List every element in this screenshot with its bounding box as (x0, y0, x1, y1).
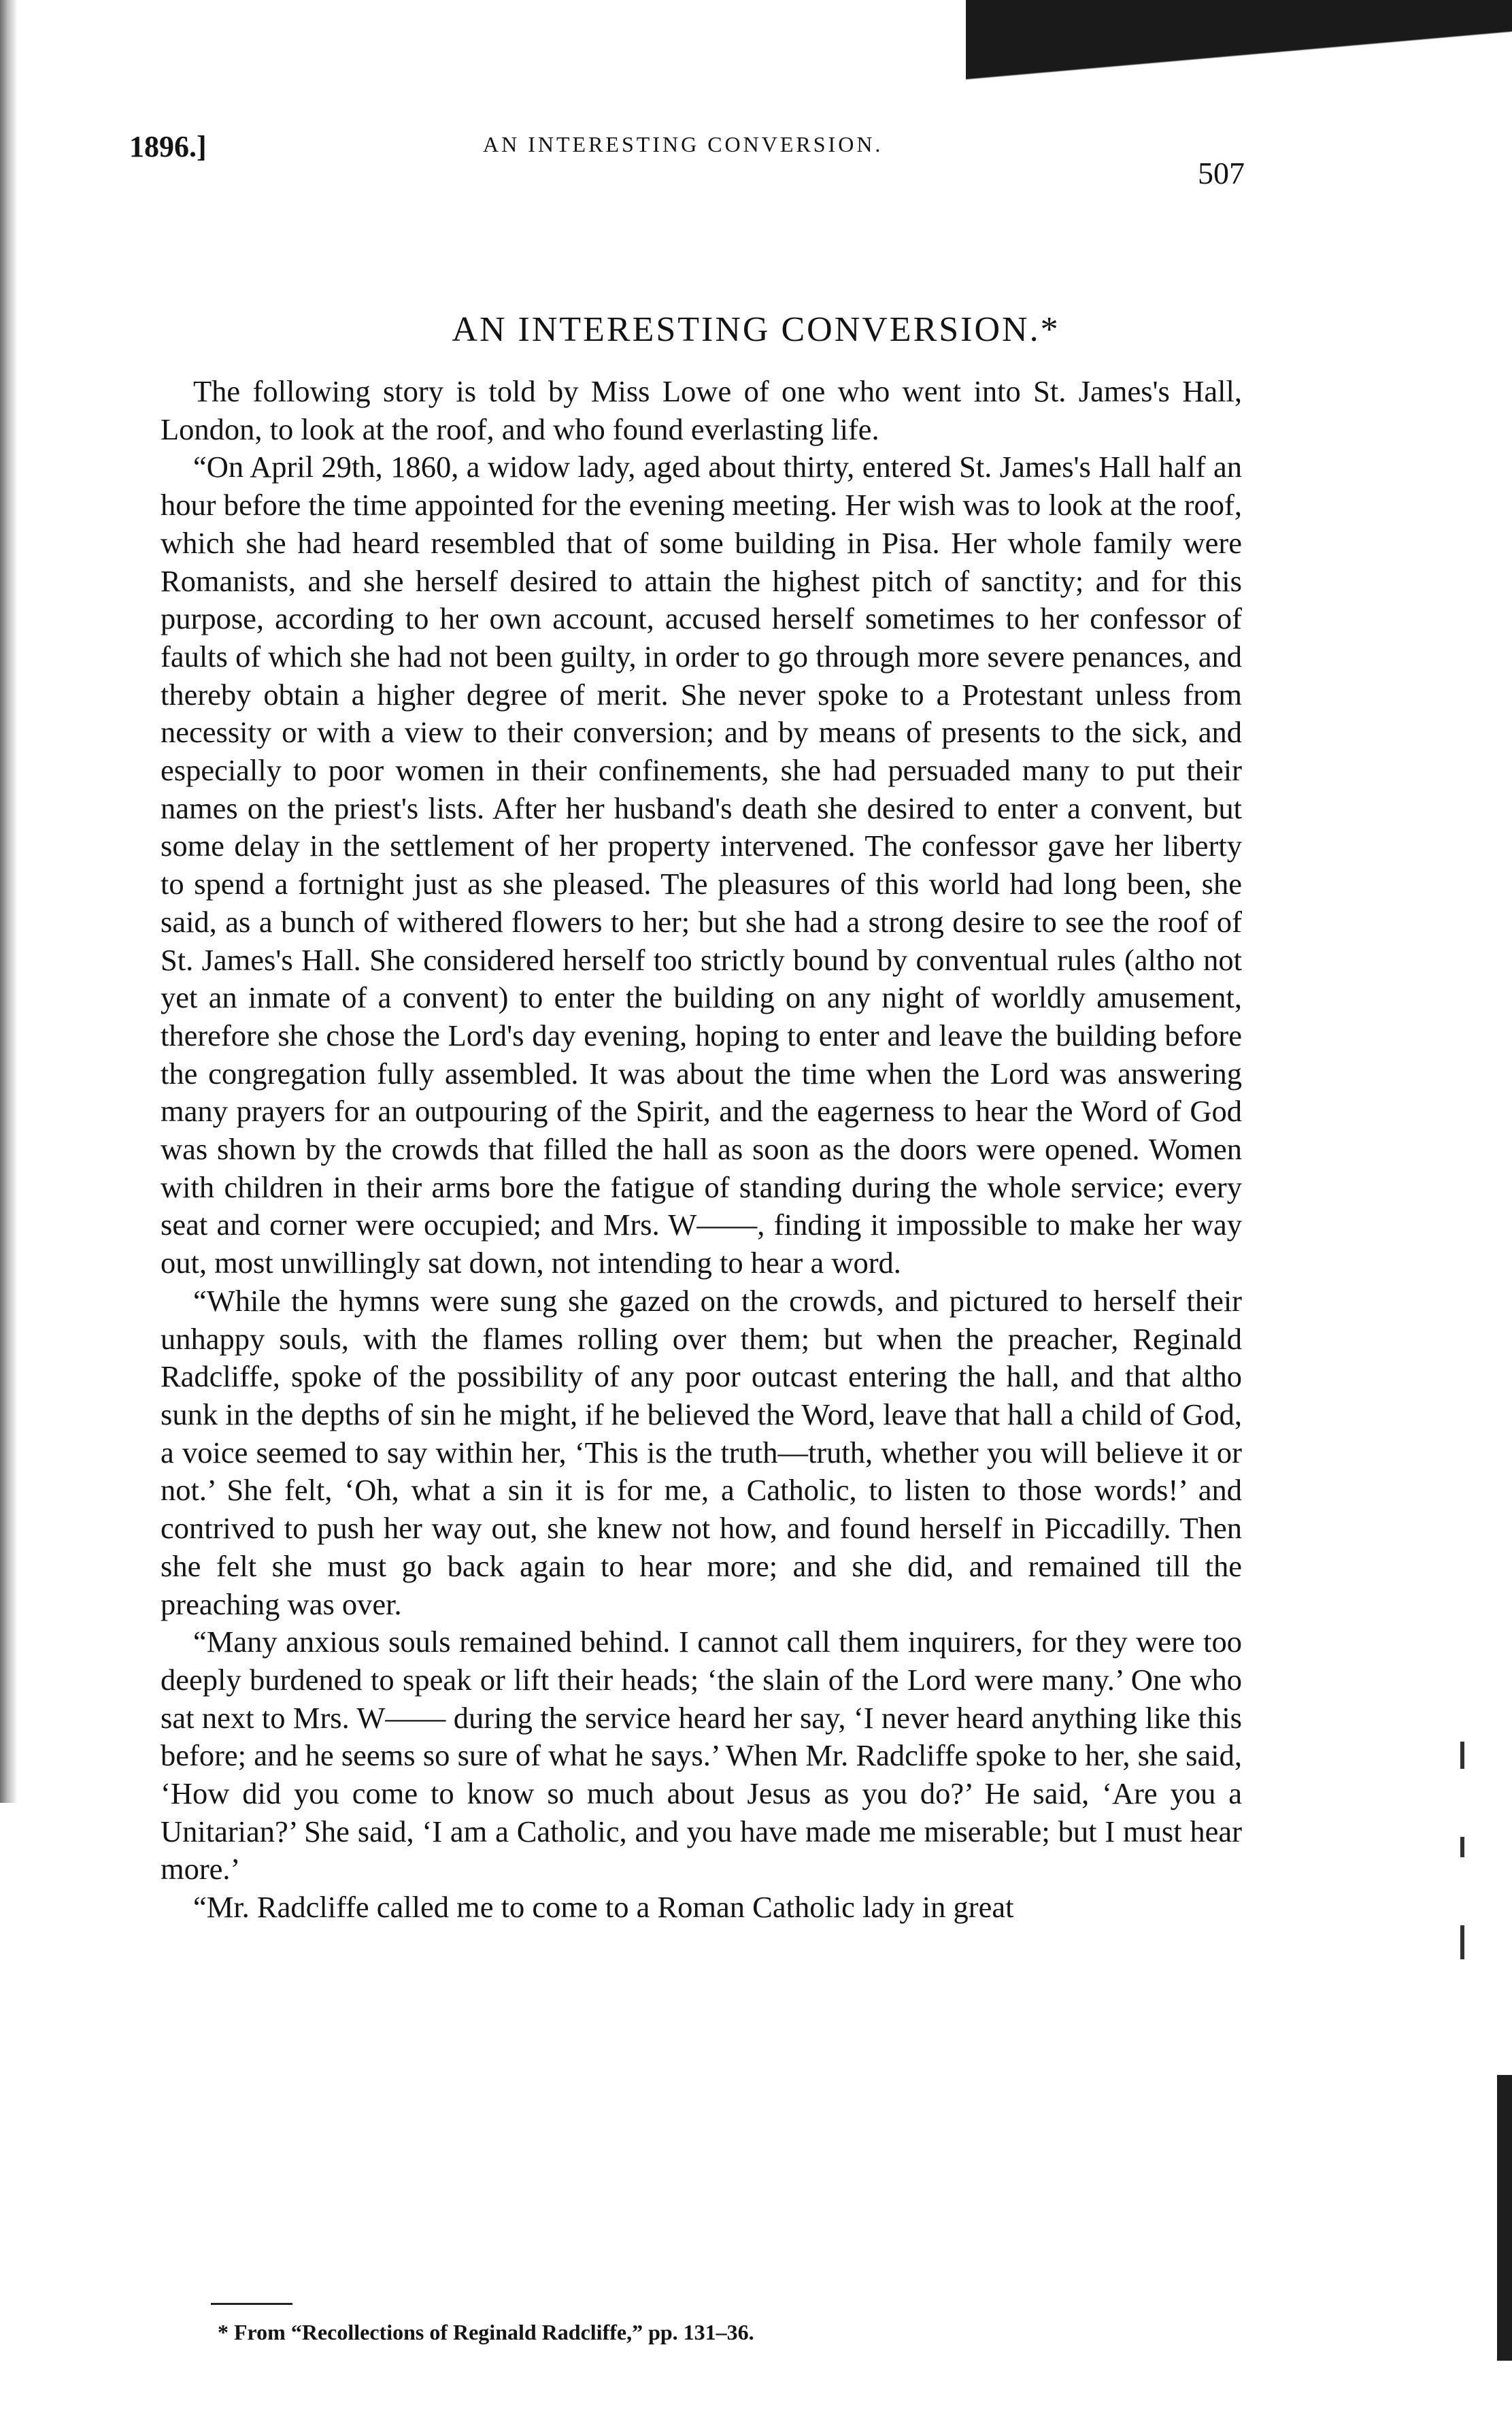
footnote: * From “Recollections of Reginald Radcliffe,” pp. 131–36. (218, 2320, 754, 2344)
article-body (161, 373, 1242, 1927)
paragraph: The following story is told by Miss Lowe of one who went into St. James's Hall, London, to look at the roof, and who found everlasting life. (161, 374, 1242, 446)
paragraph: “Many anxious souls remained behind. I cannot call them inquirers, for they were too deeply burdened to speak or lift their heads; ‘the slain of the Lord were many.’ One who sat next to Mrs. W—— during the service heard her say, ‘I never heard anything like this before; and he seems so sure of what he says.’ When Mr. Radcliffe spoke to her, she said, ‘How did you come to know so much about Jesus as you do?’ He said, ‘Are you a Unitarian?’ She said, ‘I am a Catholic, and you have made me miserable; but I must hear more.’ (161, 1625, 1242, 1887)
page-number: 507 (1198, 156, 1245, 190)
running-head (129, 129, 1245, 190)
scan-speck (1460, 1837, 1464, 1857)
running-head-year: 1896.] (129, 130, 207, 163)
scan-shadow-top (966, 0, 1512, 95)
scan-shadow-left (0, 0, 18, 1803)
scan-speck (1460, 1742, 1464, 1769)
scan-shadow-right (1497, 2075, 1512, 2361)
paragraph: “Mr. Radcliffe called me to come to a Roman Catholic lady in great (193, 1890, 1014, 1925)
article-title: AN INTERESTING CONVERSION.* (452, 310, 1060, 349)
footnote-divider (211, 2303, 292, 2305)
paragraph: “On April 29th, 1860, a widow lady, aged about thirty, entered St. James's Hall half an hour before the time appointed for the evening meeting. Her wish was to look at the roof, which she had heard resembled that of some building in Pisa. Her whole family were Romanists, and she herself desired to attain the highest pitch of sanctity; and for this purpose, according to her own account, accused herself sometimes to her confessor of faults of which she had not been guilty, in order to go through more severe penances, and thereby obtain a higher degree of merit. She never spoke to a Protestant unless from necessity or with a view to their conversion; and by means of presents to the sick, and especially to poor women in their confinements, she had persuaded many to put their names on the priest's lists. After her husband's death she desired to enter a convent, but some delay in the settlement of her property intervened. The confessor gave her liberty to spend a fortnight just as she pleased. The pleasures of this world had long been, she said, as a bunch of withered flowers to her; but she had a strong desire to see the roof of St. James's Hall. She considered herself too strictly bound by conventual rules (altho not yet an inmate of a convent) to enter the building on any night of worldly amusement, therefore she chose the Lord's day evening, hoping to enter and leave the building before the congregation fully assembled. It was about the time when the Lord was answering many prayers for an outpouring of the Spirit, and the eagerness to hear the Word of God was shown by the crowds that filled the hall as soon as the doors were opened. Women with children in their arms bore the fatigue of standing during the whole service; every seat and corner were occupied; and Mrs. W——, finding it impossible to make her way out, most unwillingly sat down, not intending to hear a word. (161, 450, 1242, 1280)
scan-speck (1460, 1925, 1464, 1959)
paragraph: “While the hymns were sung she gazed on the crowds, and pictured to herself their unhappy souls, with the flames rolling over them; but when the preacher, Reginald Radcliffe, spoke of the possibility of any poor outcast entering the hall, and that altho sunk in the depths of sin he might, if he believed the Word, leave that hall a child of God, a voice seemed to say within her, ‘This is the truth—truth, whether you will believe it or not.’ She felt, ‘Oh, what a sin it is for me, a Catholic, to listen to those words!’ and contrived to push her way out, she knew not how, and found herself in Piccadilly. Then she felt she must go back again to hear more; and she did, and remained till the preaching was over. (161, 1283, 1242, 1621)
running-head-title: AN INTERESTING CONVERSION. (483, 132, 884, 156)
